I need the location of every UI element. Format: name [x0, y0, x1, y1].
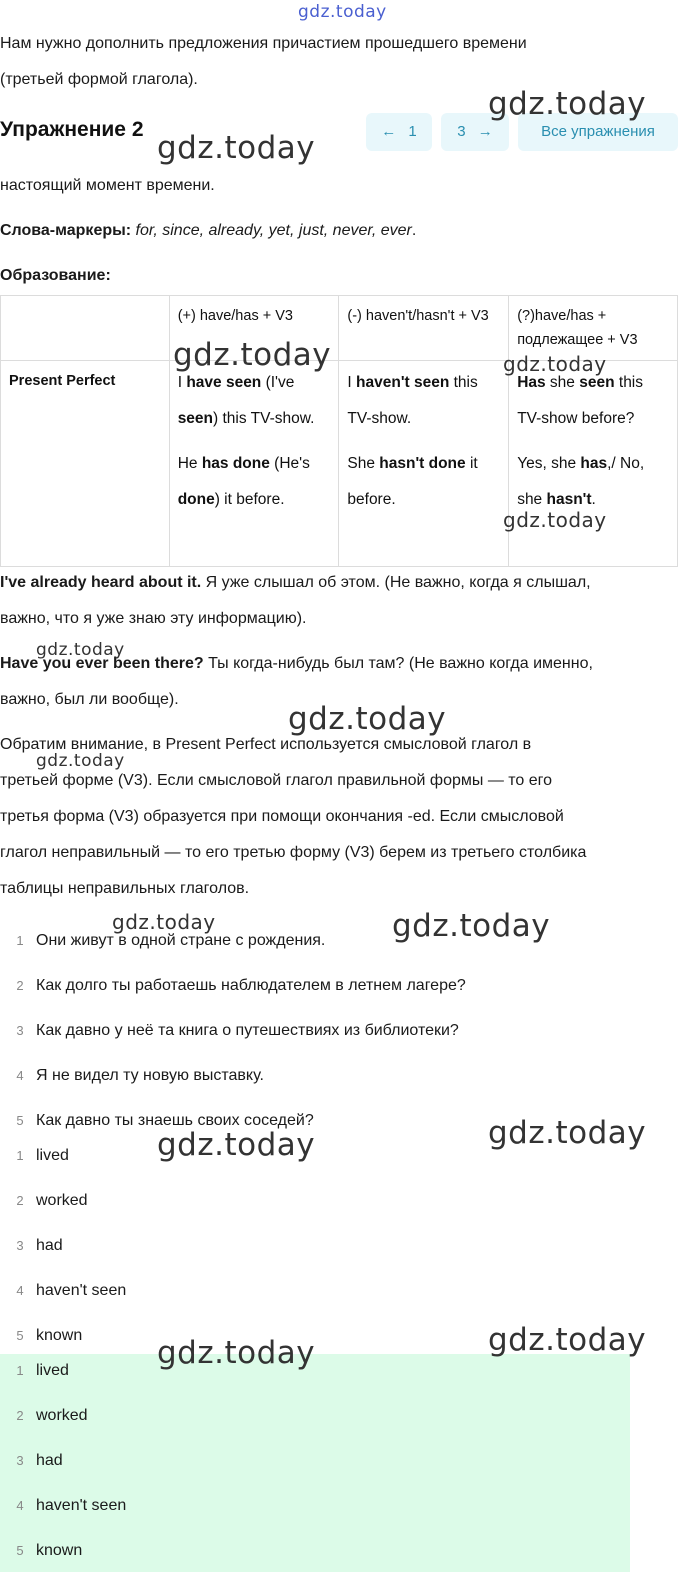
- next-exercise-label: 3: [457, 123, 466, 140]
- watermark: gdz.today: [157, 1127, 316, 1163]
- intro-line-1: Нам нужно дополнить предложения причастием прошедшего времени: [0, 35, 527, 52]
- watermark: gdz.today: [288, 701, 447, 737]
- note-line-2: третьей форме (V3). Если смысловой глагол правильной формы — то его: [0, 772, 553, 789]
- table-row: [1, 361, 678, 567]
- question-example-2: Yes, she has,/ No, she hasn't.: [517, 455, 645, 508]
- markers-value: for, since, already, yet, just, never, ever: [131, 222, 412, 239]
- list-item-number: 3: [16, 1238, 24, 1253]
- formation-label: Образование:: [0, 267, 111, 284]
- table-header-question: (?)have/has + подлежащее + V3: [509, 296, 678, 361]
- list-item: worked: [36, 1407, 88, 1424]
- arrow-left-icon: ←: [381, 123, 397, 140]
- table-empty-cell: [1, 296, 170, 361]
- list-item: Они живут в одной стране с рождения.: [36, 932, 326, 949]
- table-cell-negative: [339, 361, 509, 567]
- watermark: gdz.today: [503, 508, 607, 532]
- table-header-negative: (-) haven't/hasn't + V3: [339, 296, 509, 361]
- all-exercises-button[interactable]: Все упражнения: [518, 113, 678, 151]
- table-header-row: [1, 296, 678, 361]
- positive-example-1: I have seen (I've seen) this TV-show.: [177, 374, 315, 427]
- watermark: gdz.today: [392, 908, 551, 944]
- positive-example-2: He has done (He's done) it before.: [177, 455, 310, 508]
- note-line-5: таблицы неправильных глаголов.: [0, 880, 250, 897]
- page-title: Упражнение 2: [0, 118, 144, 141]
- table-header-positive: (+) have/has + V3: [169, 296, 339, 361]
- watermark: gdz.today: [173, 337, 332, 373]
- watermark: gdz.today: [503, 352, 607, 376]
- example-2-line-2: важно, был ли вообще).: [0, 691, 179, 708]
- note-line-3: третья форма (V3) образуется при помощи окончания -ed. Если смысловой: [0, 808, 564, 825]
- example-2: Have you ever been there? Ты когда-нибудь был там? (Не важно когда именно,: [0, 655, 593, 672]
- list-item: Я не видел ту новую выставку.: [36, 1067, 264, 1084]
- list-item-number: 5: [16, 1328, 24, 1343]
- note-line-4: глагол неправильный — то его третью форму (V3) берем из третьего столбика: [0, 844, 587, 861]
- list-item-number: 3: [16, 1023, 24, 1038]
- markers-line: [0, 213, 676, 249]
- list-item-number: 2: [16, 1193, 24, 1208]
- highlighted-answer-box: [0, 1354, 630, 1572]
- list-item-number: 4: [16, 1498, 24, 1513]
- moment-text: настоящий момент времени.: [0, 177, 215, 194]
- markers-end: .: [411, 222, 417, 239]
- list-item-number: 1: [16, 933, 24, 948]
- intro-line-2: (третьей формой глагола).: [0, 71, 198, 88]
- list-item: haven't seen: [36, 1282, 127, 1299]
- table-cell-positive: [169, 361, 339, 567]
- list-item-number: 5: [16, 1543, 24, 1558]
- watermark: gdz.today: [157, 130, 316, 166]
- arrow-right-icon: →: [477, 123, 493, 140]
- watermark: gdz.today: [488, 1322, 647, 1358]
- prev-exercise-label: 1: [408, 123, 417, 140]
- table-cell-question: [509, 361, 678, 567]
- table-row-label: Present Perfect: [1, 361, 170, 567]
- note-line-1: Обратим внимание, в Present Perfect используется смысловой глагол в: [0, 736, 532, 753]
- list-item: haven't seen: [36, 1497, 127, 1514]
- list-item: worked: [36, 1192, 88, 1209]
- watermark: gdz.today: [298, 2, 387, 22]
- list-item-number: 1: [16, 1148, 24, 1163]
- list-item-number: 2: [16, 978, 24, 993]
- negative-example-1: I haven't seen this TV-show.: [347, 374, 478, 427]
- list-item: Как давно ты знаешь своих соседей?: [36, 1112, 314, 1129]
- watermark: gdz.today: [488, 86, 647, 122]
- watermark: gdz.today: [488, 1115, 647, 1151]
- watermark: gdz.today: [157, 1335, 316, 1371]
- list-item: Как давно у неё та книга о путешествиях из библиотеки?: [36, 1022, 459, 1039]
- list-item: had: [36, 1452, 63, 1469]
- list-item-number: 4: [16, 1068, 24, 1083]
- negative-example-2: She hasn't done it before.: [347, 455, 478, 508]
- watermark: gdz.today: [36, 640, 125, 660]
- list-item: known: [36, 1542, 83, 1559]
- list-item: lived: [36, 1147, 69, 1164]
- list-item-number: 2: [16, 1408, 24, 1423]
- watermark: gdz.today: [112, 910, 216, 934]
- list-item-number: 5: [16, 1113, 24, 1128]
- next-exercise-button[interactable]: [441, 113, 509, 151]
- list-item: lived: [36, 1362, 69, 1379]
- list-item: Как долго ты работаешь наблюдателем в летнем лагере?: [36, 977, 466, 994]
- list-item-number: 3: [16, 1453, 24, 1468]
- list-item-number: 4: [16, 1283, 24, 1298]
- list-item: had: [36, 1237, 63, 1254]
- prev-exercise-button[interactable]: [366, 113, 432, 151]
- list-item: known: [36, 1327, 83, 1344]
- watermark: gdz.today: [36, 751, 125, 771]
- markers-label: Слова-маркеры:: [0, 222, 132, 239]
- formation-table: [0, 295, 678, 567]
- question-example-1: Has she seen this TV-show before?: [517, 374, 644, 427]
- example-1: I've already heard about it. Я уже слышал об этом. (Не важно, когда я слышал,: [0, 574, 591, 591]
- example-1-line-2: важно, что я уже знаю эту информацию).: [0, 610, 307, 627]
- list-item-number: 1: [16, 1363, 24, 1378]
